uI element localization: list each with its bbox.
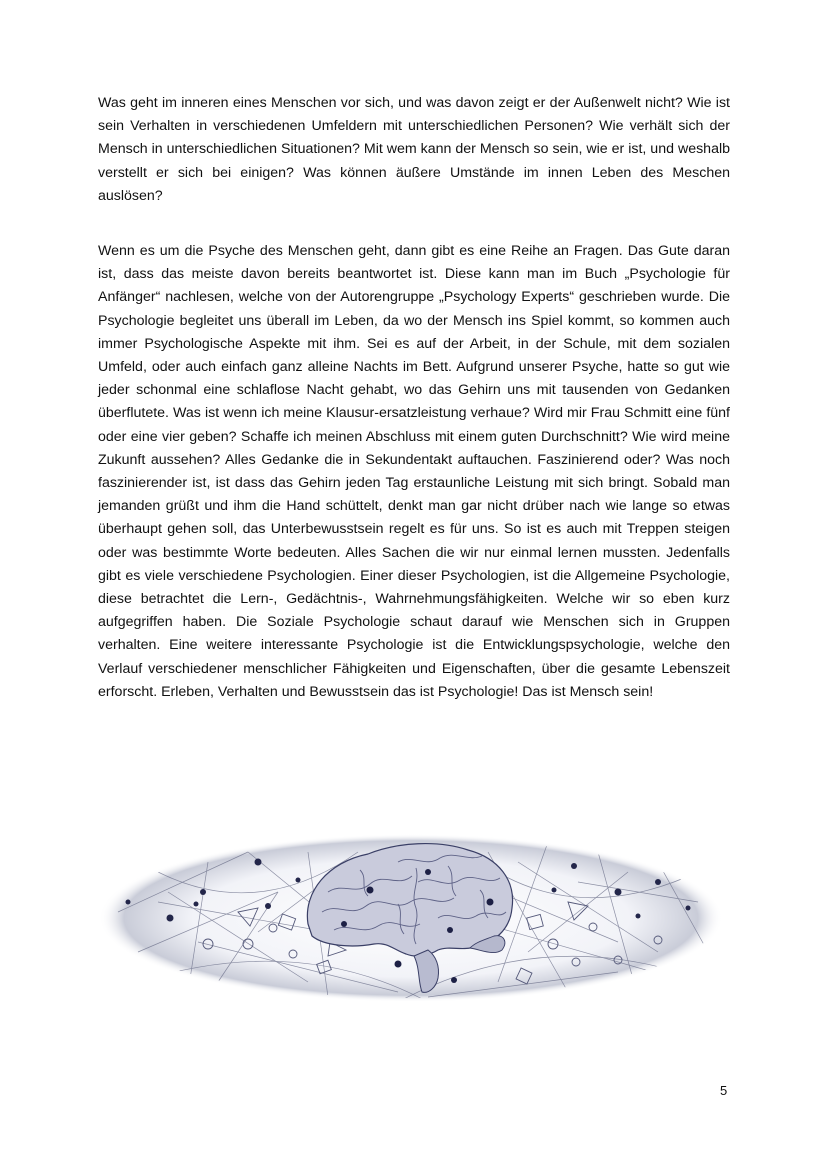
brain-network-icon: [98, 832, 724, 1004]
page-number: 5: [720, 1083, 728, 1098]
paragraph-psychology-body: Wenn es um die Psyche des Menschen geht, dann gibt es eine Reihe an Fragen. Das Gute daran ist, dass das meiste davon bereits beantwortet ist. Diese kann man im Buch „Psychologie für Anfänger“ nachlesen, welche von der Autorengruppe „Psychology Experts“ geschrieben wurde. Die Psychologie begleitet uns überall im Leben, da wo der Mensch ins Spiel kommt, so kommen auch immer Psychologische Aspekte mit ihm. Sei es auf der Arbeit, in der Schule, mit dem sozialen Umfeld, oder auch einfach ganz alleine Nachts im Bett. Aufgrund unserer Psyche, hatte so gut wie jeder schonmal eine schlaflose Nacht gehabt, wo das Gehirn uns mit tausenden von Gedanken überflutete. Was ist wenn ich meine Klausur-ersatzleistung verhaue? Wird mir Frau Schmitt eine fünf oder eine vier geben? Schaffe ich meinen Abschluss mit einem guten Durchschnitt? Wie wird meine Zukunft aussehen? Alles Gedanke die in Sekundentakt auftauchen. Faszinierend oder? Was noch faszinierender ist, ist dass das Gehirn jeden Tag erstaunliche Leistung mit sich bringt. Sobald man jemanden grüßt und ihm die Hand schüttelt, denkt man gar nicht drüber nach wie lange so etwas überhaupt gehen soll, das Unterbewusstsein regelt es für uns. So ist es auch mit Treppen steigen oder was bestimmte Worte bedeuten. Alles Sachen die wir nur einmal lernen mussten. Jedenfalls gibt es viele verschiedene Psychologien. Einer dieser Psychologien, ist die Allgemeine Psychologie, diese betrachtet die Lern-, Gedächtnis-, Wahrnehmungsfähigkeiten. Welche wir so eben kurz aufgegriffen haben. Die Soziale Psychologie schaut darauf wie Menschen sich in Gruppen verhalten. Eine weitere interessante Psychologie ist die Entwicklungspsychologie, welche den Verlauf verschiedener menschlicher Fähigkeiten und Eigenschaften, über die gesamte Lebenszeit erforscht. Erleben, Verhalten und Bewusstsein das ist Psychologie! Das ist Mensch sein!: [98, 243, 730, 700]
paragraph-intro-questions: Was geht im inneren eines Menschen vor sich, und was davon zeigt er der Außenwelt nicht? Wie ist sein Verhalten in verschiedenen Umfeldern mit unterschiedlichen Personen? Wie verhält sich der Mensch in unterschiedlichen Situationen? Mit wem kann der Mensch so sein, wie er ist, und weshalb verstellt er sich bei einigen? Was können äußere Umstände im innen Leben des Meschen auslösen?: [98, 95, 730, 204]
